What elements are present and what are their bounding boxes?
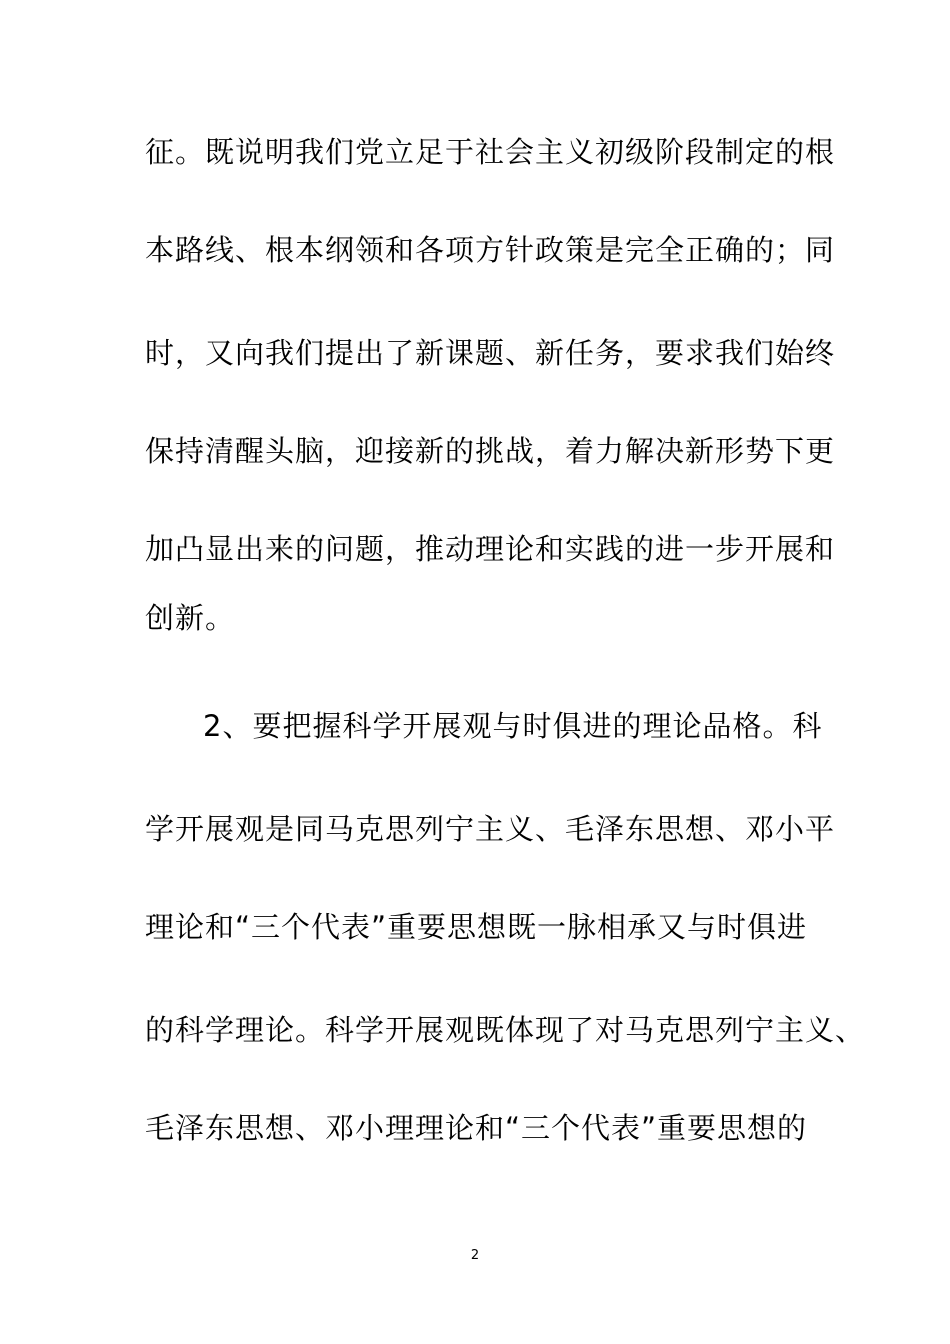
page-number: 2 bbox=[470, 1248, 480, 1263]
text-line-6: 创新。 bbox=[145, 601, 236, 635]
text-line-7: 2、要把握科学开展观与时俱进的理论品格。科 bbox=[203, 709, 823, 743]
text-line-10: 的科学理论。科学开展观既体现了对马克思列宁主义、 bbox=[145, 1013, 866, 1047]
text-line-3: 时，又向我们提出了新课题、新任务，要求我们始终 bbox=[145, 336, 836, 370]
text-line-11: 毛泽东思想、邓小理理论和“三个代表”重要思想的 bbox=[145, 1111, 808, 1145]
text-line-9: 理论和“三个代表”重要思想既一脉相承又与时俱进 bbox=[145, 910, 808, 944]
text-line-5: 加凸显出来的问题，推动理论和实践的进一步开展和 bbox=[145, 532, 836, 566]
text-line-1: 征。既说明我们党立足于社会主义初级阶段制定的根 bbox=[145, 135, 836, 169]
text-line-4: 保持清醒头脑，迎接新的挑战，着力解决新形势下更 bbox=[145, 434, 836, 468]
text-line-2: 本路线、根本纲领和各项方针政策是完全正确的；同 bbox=[145, 233, 836, 267]
text-line-8: 学开展观是同马克思列宁主义、毛泽东思想、邓小平 bbox=[145, 812, 836, 846]
